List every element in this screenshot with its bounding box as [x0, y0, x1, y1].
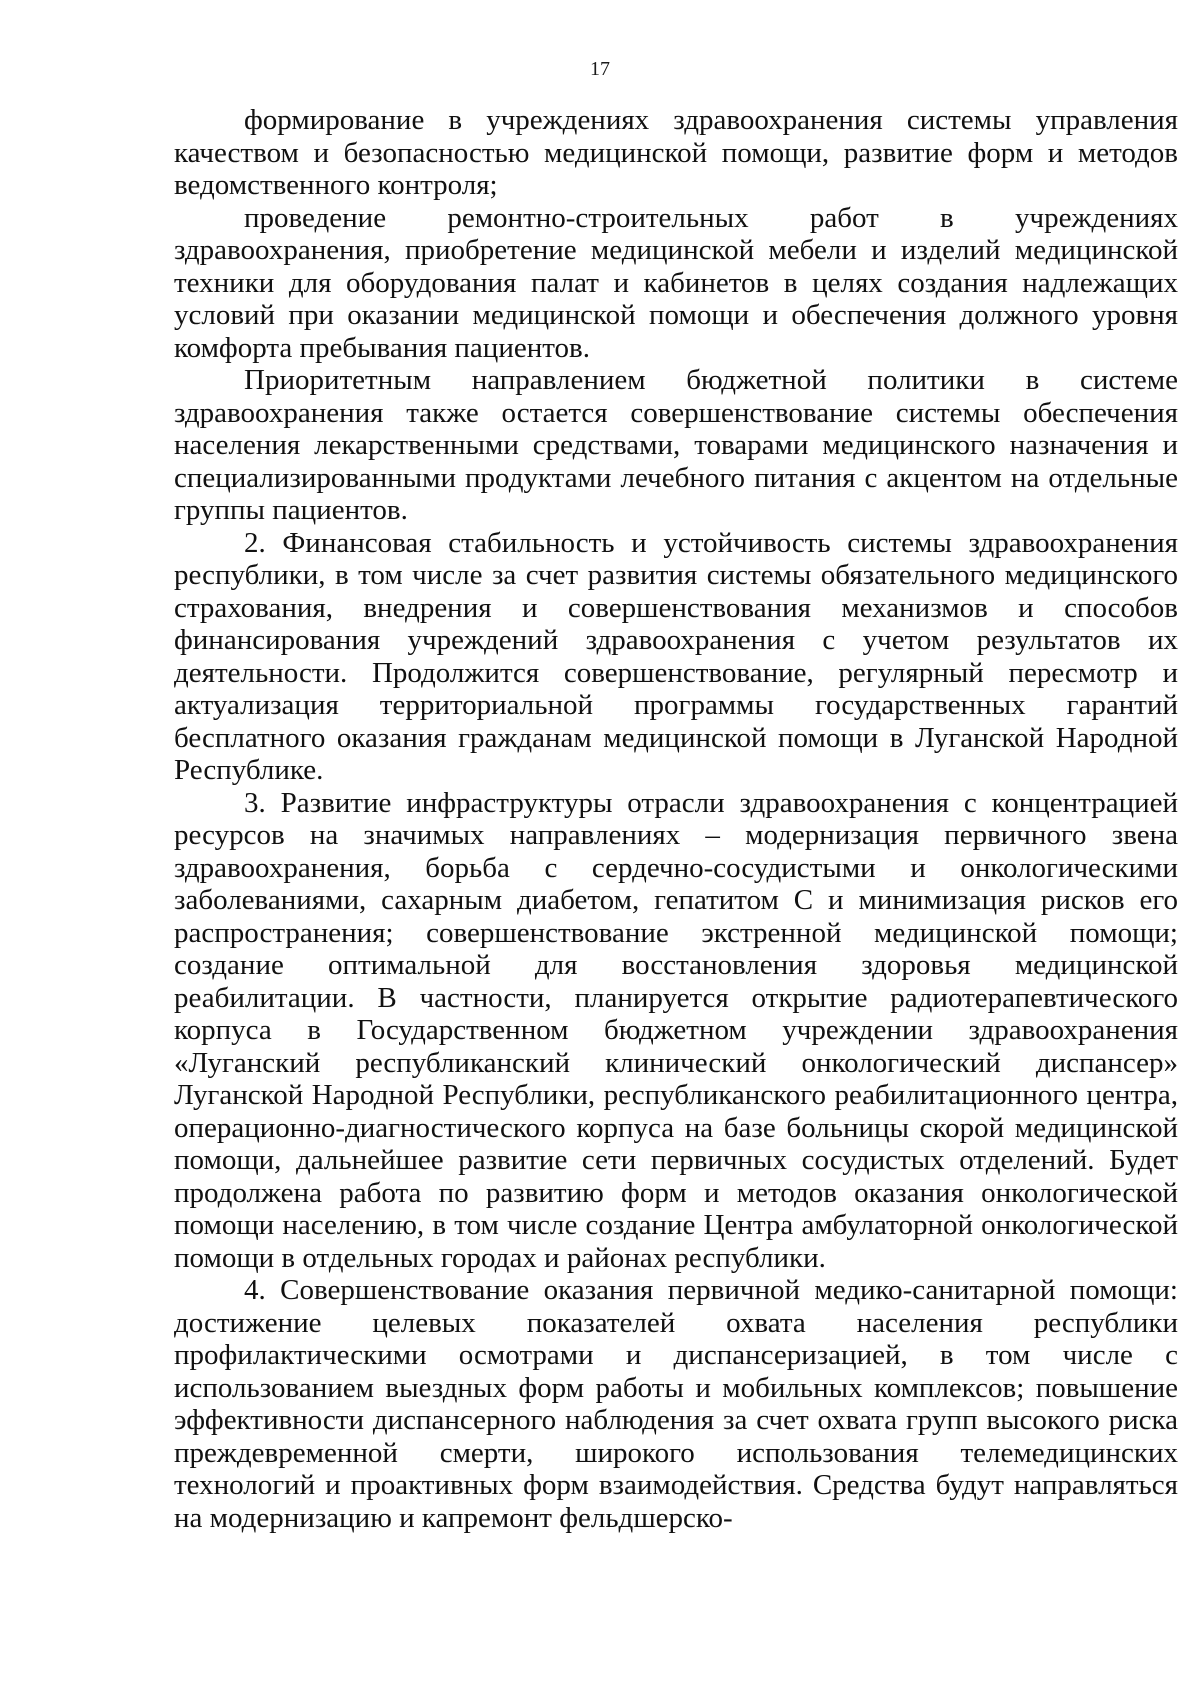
paragraph-budget-priority: Приоритетным направлением бюджетной политики в системе здравоохранения также остается совершенствование системы обеспечения населения лекарственными средствами, товарами медицинского назначения и специализированными продуктами лечебного питания с акцентом на отдельные группы пациентов.	[174, 364, 1178, 526]
page-number: 17	[590, 58, 610, 80]
paragraph-financial-stability: 2. Финансовая стабильность и устойчивость системы здравоохранения республики, в том числе за счет развития системы обязательного медицинского страхования, внедрения и совершенствования механизмов и способов финансирования учреждений здравоохранения с учетом результатов их деятельности. Продолжится совершенствование, регулярный пересмотр и актуализация территориальной программы государственных гарантий бесплатного оказания гражданам медицинской помощи в Луганской Народной Республике.	[174, 526, 1178, 786]
paragraph-quality-management: формирование в учреждениях здравоохранения системы управления качеством и безопасностью медицинской помощи, развитие форм и методов ведомственного контроля;	[174, 104, 1178, 201]
paragraph-primary-care: 4. Совершенствование оказания первичной медико-санитарной помощи: достижение целевых показателей охвата населения республики профилактическими осмотрами и диспансеризацией, в том числе с использованием выездных форм работы и мобильных комплексов; повышение эффективности диспансерного наблюдения за счет охвата групп высокого риска преждевременной смерти, широкого использования телемедицинских технологий и проактивных форм взаимодействия. Средства будут направляться на модернизацию и капремонт фельдшерско-	[174, 1274, 1178, 1534]
document-body	[174, 104, 1178, 1534]
paragraph-infrastructure: 3. Развитие инфраструктуры отрасли здравоохранения с концентрацией ресурсов на значимых направлениях – модернизация первичного звена здравоохранения, борьба с сердечно-сосудистыми и онкологическими заболеваниями, сахарным диабетом, гепатитом С и минимизация рисков его распространения; совершенствование экстренной медицинской помощи; создание оптимальной для восстановления здоровья медицинской реабилитации. В частности, планируется открытие радиотерапевтического корпуса в Государственном бюджетном учреждении здравоохранения «Луганский республиканский клинический онкологический диспансер» Луганской Народной Республики, республиканского реабилитационного центра, операционно-диагностического корпуса на базе больницы скорой медицинской помощи, дальнейшее развитие сети первичных сосудистых отделений. Будет продолжена работа по развитию форм и методов оказания онкологической помощи населению, в том числе создание Центра амбулаторной онкологической помощи в отдельных городах и районах республики.	[174, 786, 1178, 1274]
paragraph-repair-works: проведение ремонтно-строительных работ в учреждениях здравоохранения, приобретение медицинской мебели и изделий медицинской техники для оборудования палат и кабинетов в целях создания надлежащих условий при оказании медицинской помощи и обеспечения должного уровня комфорта пребывания пациентов.	[174, 201, 1178, 364]
